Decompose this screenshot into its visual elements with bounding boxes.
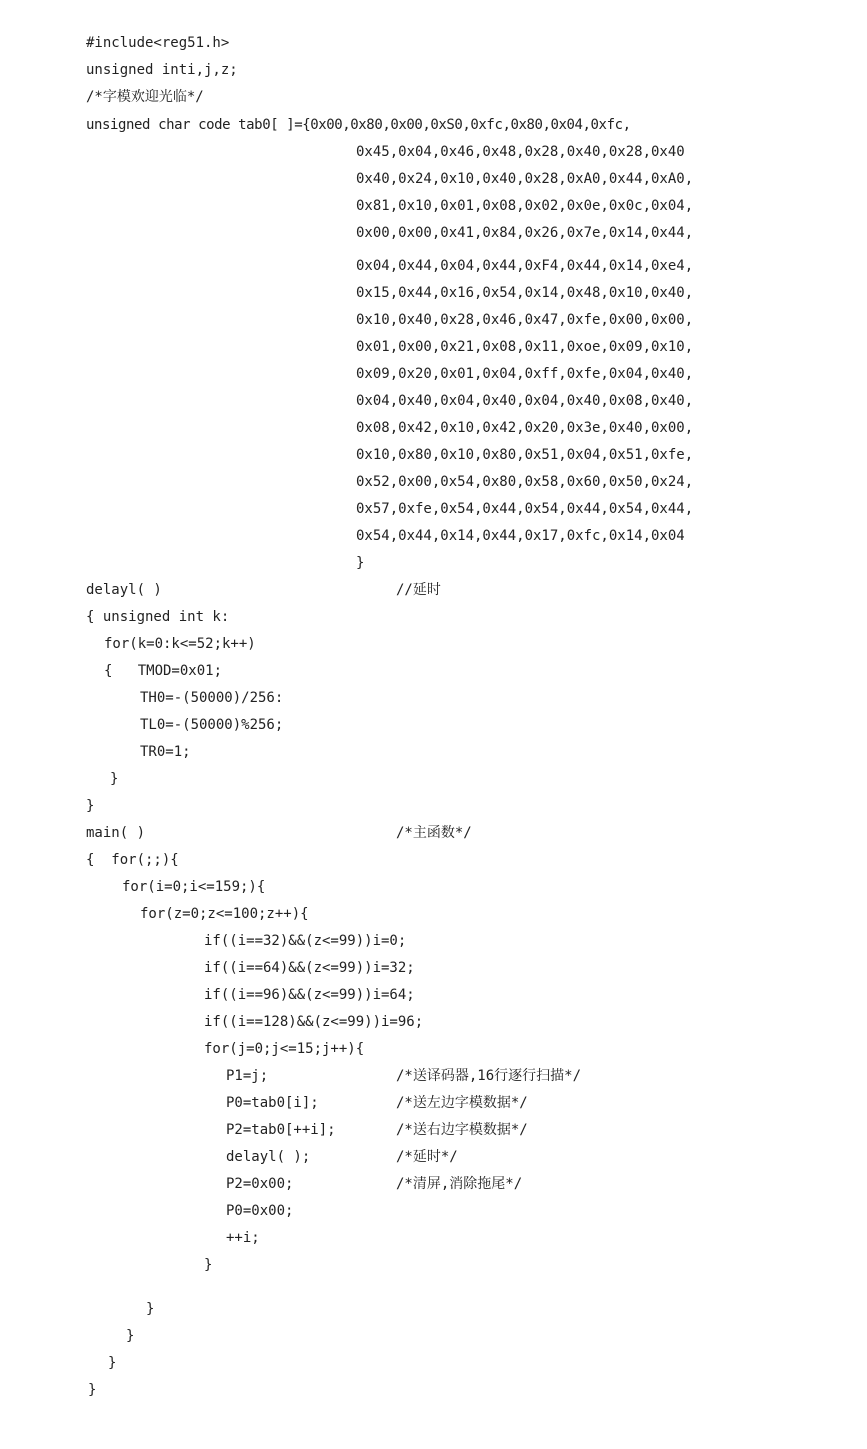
- code-line: TL0=-(50000)%256;: [140, 717, 284, 733]
- code-line: TH0=-(50000)/256:: [140, 690, 284, 706]
- hex-row: 0x04,0x40,0x04,0x40,0x04,0x40,0x08,0x40,: [356, 393, 694, 409]
- hex-row: 0x01,0x00,0x21,0x08,0x11,0xoe,0x09,0x10,: [356, 339, 694, 355]
- code-line: if((i==96)&&(z<=99))i=64;: [204, 987, 415, 1003]
- code-line: P2=tab0[++i];: [226, 1122, 336, 1138]
- code-comment: /*清屏,消除拖尾*/: [396, 1176, 523, 1192]
- hex-row: 0x54,0x44,0x14,0x44,0x17,0xfc,0x14,0x04: [356, 528, 685, 544]
- code-line: P2=0x00;: [226, 1176, 294, 1192]
- closing-brace: }: [86, 798, 95, 814]
- hex-row: 0x10,0x40,0x28,0x46,0x47,0xfe,0x00,0x00,: [356, 312, 694, 328]
- code-line: delayl( ): [86, 582, 162, 598]
- code-line: for(j=0;j<=15;j++){: [204, 1041, 365, 1057]
- code-comment: /*主函数*/: [396, 825, 472, 841]
- hex-row: 0x81,0x10,0x01,0x08,0x02,0x0e,0x0c,0x04,: [356, 198, 694, 214]
- code-line: ++i;: [226, 1230, 260, 1246]
- hex-row: 0x04,0x44,0x04,0x44,0xF4,0x44,0x14,0xe4,: [356, 258, 694, 274]
- code-comment: /*送右边字模数据*/: [396, 1122, 528, 1138]
- hex-row: 0x40,0x24,0x10,0x40,0x28,0xA0,0x44,0xA0,: [356, 171, 694, 187]
- code-comment: /*送译码器,16行逐行扫描*/: [396, 1068, 582, 1084]
- code-comment: /*延时*/: [396, 1149, 458, 1165]
- code-line: P1=j;: [226, 1068, 269, 1084]
- code-line: delayl( );: [226, 1149, 311, 1165]
- hex-row: 0x57,0xfe,0x54,0x44,0x54,0x44,0x54,0x44,: [356, 501, 694, 517]
- closing-brace: }: [356, 555, 365, 571]
- code-line: { TMOD=0x01;: [104, 663, 223, 679]
- hex-row: 0x09,0x20,0x01,0x04,0xff,0xfe,0x04,0x40,: [356, 366, 694, 382]
- code-line: if((i==64)&&(z<=99))i=32;: [204, 960, 415, 976]
- hex-row: 0x52,0x00,0x54,0x80,0x58,0x60,0x50,0x24,: [356, 474, 694, 490]
- code-line: { for(;;){: [86, 852, 179, 868]
- code-comment: /*送左边字模数据*/: [396, 1095, 528, 1111]
- code-line: main( ): [86, 825, 146, 841]
- closing-brace: }: [88, 1382, 97, 1398]
- code-line: for(k=0:k<=52;k++): [104, 636, 256, 652]
- code-line: unsigned inti,j,z;: [86, 62, 238, 78]
- hex-row: 0x15,0x44,0x16,0x54,0x14,0x48,0x10,0x40,: [356, 285, 694, 301]
- code-line: { unsigned int k:: [86, 609, 230, 625]
- code-line: TR0=1;: [140, 744, 191, 760]
- code-line: #include<reg51.h>: [86, 35, 230, 51]
- code-comment: //延时: [396, 582, 441, 598]
- code-comment: /*字模欢迎光临*/: [86, 89, 204, 105]
- code-line: P0=0x00;: [226, 1203, 294, 1219]
- closing-brace: }: [204, 1257, 213, 1273]
- code-line: for(z=0;z<=100;z++){: [140, 906, 309, 922]
- hex-row: 0x45,0x04,0x46,0x48,0x28,0x40,0x28,0x40: [356, 144, 685, 160]
- code-line: P0=tab0[i];: [226, 1095, 319, 1111]
- hex-row: 0x00,0x00,0x41,0x84,0x26,0x7e,0x14,0x44,: [356, 225, 694, 241]
- code-line: for(i=0;i<=159;){: [122, 879, 266, 895]
- closing-brace: }: [146, 1301, 155, 1317]
- hex-row: 0x10,0x80,0x10,0x80,0x51,0x04,0x51,0xfe,: [356, 447, 694, 463]
- closing-brace: }: [110, 771, 119, 787]
- closing-brace: }: [108, 1355, 117, 1371]
- hex-row: 0x08,0x42,0x10,0x42,0x20,0x3e,0x40,0x00,: [356, 420, 694, 436]
- code-line: if((i==128)&&(z<=99))i=96;: [204, 1014, 424, 1030]
- closing-brace: }: [126, 1328, 135, 1344]
- code-line: unsigned char code tab0[ ]={0x00,0x80,0x00,0xS0,0xfc,0x80,0x04,0xfc,: [86, 117, 631, 133]
- code-line: if((i==32)&&(z<=99))i=0;: [204, 933, 407, 949]
